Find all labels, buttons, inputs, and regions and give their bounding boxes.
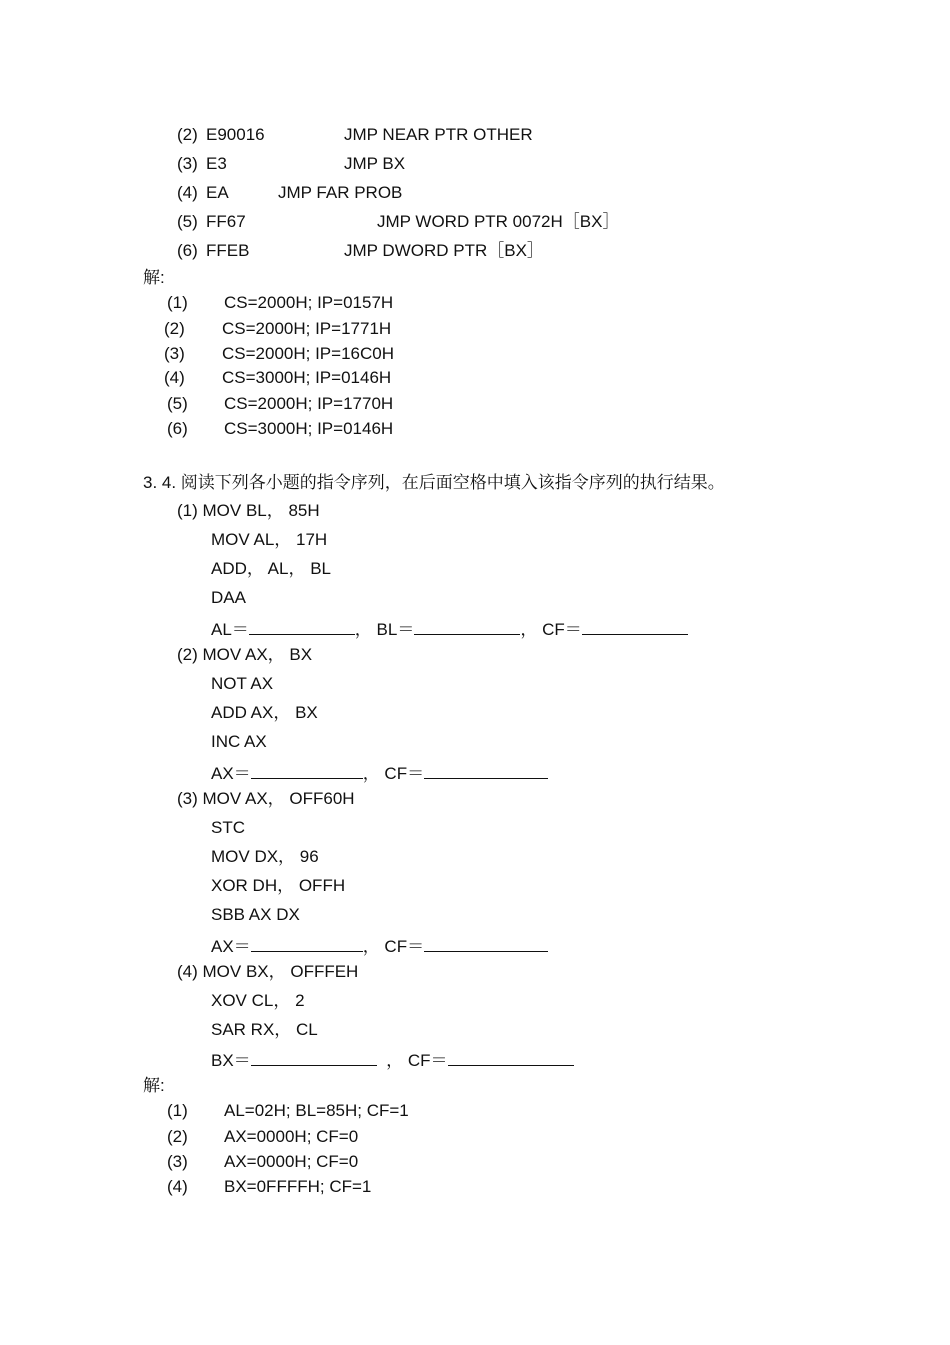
fill-label: CF＝ <box>407 1051 448 1070</box>
jump-item-num: (5) <box>177 212 198 231</box>
jump-item-num: (4) <box>177 183 198 202</box>
jump-item-instr: JMP NEAR PTR OTHER <box>344 125 533 144</box>
answer-blank[interactable] <box>424 761 548 779</box>
answer-text: CS=3000H; IP=0146H <box>224 419 394 438</box>
jump-item-code: E90016 <box>206 125 265 144</box>
fill-separator: ， <box>362 937 380 956</box>
answer-blank[interactable] <box>582 617 688 635</box>
answer-num: (4) <box>167 1177 188 1196</box>
answer-text: AX=0000H; CF=0 <box>224 1152 359 1171</box>
code-line: XOV CL， 2 <box>211 991 305 1010</box>
answer-num: (2) <box>164 319 185 338</box>
fill-label: CF＝ <box>384 764 425 783</box>
answer-num: (3) <box>167 1152 188 1171</box>
answer-label: 解: <box>143 268 165 287</box>
answer-blank[interactable] <box>251 934 363 952</box>
jump-item-code: EA <box>206 183 229 202</box>
fill-line <box>211 617 688 640</box>
jump-item-instr: JMP BX <box>344 154 406 173</box>
jump-item-instr: JMP DWORD PTR［BX］ <box>344 241 544 260</box>
code-line: ADD， AL， BL <box>211 559 331 578</box>
fill-label: CF＝ <box>384 937 425 956</box>
code-line: MOV AL， 17H <box>211 530 328 549</box>
answer-num: (4) <box>164 368 185 387</box>
question-heading: 3. 4. 阅读下列各小题的指令序列，在后面空格中填入该指令序列的执行结果。 <box>143 473 725 492</box>
answer-label: 解: <box>143 1076 165 1095</box>
fill-separator: ， <box>520 620 538 639</box>
jump-item-num: (3) <box>177 154 198 173</box>
fill-line <box>211 761 548 784</box>
jump-item-code: FF67 <box>206 212 246 231</box>
code-line: (2) MOV AX， BX <box>177 645 313 664</box>
answer-blank[interactable] <box>251 761 363 779</box>
fill-separator: ， <box>386 1051 404 1070</box>
answer-blank[interactable] <box>414 617 520 635</box>
fill-separator: ， <box>362 764 380 783</box>
answer-text: AX=0000H; CF=0 <box>224 1127 359 1146</box>
answer-text: AL=02H; BL=85H; CF=1 <box>224 1101 409 1120</box>
answer-text: CS=2000H; IP=1771H <box>222 319 392 338</box>
answer-text: CS=3000H; IP=0146H <box>222 368 392 387</box>
answer-blank[interactable] <box>424 934 548 952</box>
fill-label: CF＝ <box>542 620 582 639</box>
answer-num: (3) <box>164 344 185 363</box>
code-line: XOR DH， OFFH <box>211 876 346 895</box>
jump-item-code: E3 <box>206 154 227 173</box>
fill-label: BX＝ <box>211 1051 251 1070</box>
code-line: INC AX <box>211 732 267 751</box>
answer-text: CS=2000H; IP=0157H <box>224 293 394 312</box>
code-line: MOV DX， 96 <box>211 847 319 866</box>
answer-blank[interactable] <box>448 1048 574 1066</box>
answer-num: (1) <box>167 1101 188 1120</box>
code-line: (1) MOV BL， 85H <box>177 501 320 520</box>
jump-item-instr: JMP FAR PROB <box>278 183 403 202</box>
answer-num: (5) <box>167 394 188 413</box>
code-line: SBB AX DX <box>211 905 300 924</box>
fill-label: AX＝ <box>211 937 251 956</box>
answer-text: CS=2000H; IP=1770H <box>224 394 394 413</box>
fill-line <box>211 1048 574 1071</box>
code-line: (3) MOV AX， OFF60H <box>177 789 355 808</box>
fill-separator: ， <box>354 620 372 639</box>
jump-item-code: FFEB <box>206 241 250 260</box>
jump-item-instr: JMP WORD PTR 0072H［BX］ <box>377 212 620 231</box>
answer-num: (6) <box>167 419 188 438</box>
fill-label: BL＝ <box>376 620 415 639</box>
code-line: (4) MOV BX， OFFFEH <box>177 962 359 981</box>
answer-num: (2) <box>167 1127 188 1146</box>
fill-label: AX＝ <box>211 764 251 783</box>
jump-item-num: (2) <box>177 125 198 144</box>
answer-text: CS=2000H; IP=16C0H <box>222 344 394 363</box>
answer-blank[interactable] <box>249 617 355 635</box>
code-line: ADD AX， BX <box>211 703 318 722</box>
fill-label: AL＝ <box>211 620 249 639</box>
jump-item-num: (6) <box>177 241 198 260</box>
fill-line <box>211 934 548 957</box>
answer-text: BX=0FFFFH; CF=1 <box>224 1177 372 1196</box>
answer-blank[interactable] <box>251 1048 377 1066</box>
code-line: NOT AX <box>211 674 274 693</box>
code-line: DAA <box>211 588 246 607</box>
code-line: STC <box>211 818 245 837</box>
code-line: SAR RX， CL <box>211 1020 318 1039</box>
answer-num: (1) <box>167 293 188 312</box>
